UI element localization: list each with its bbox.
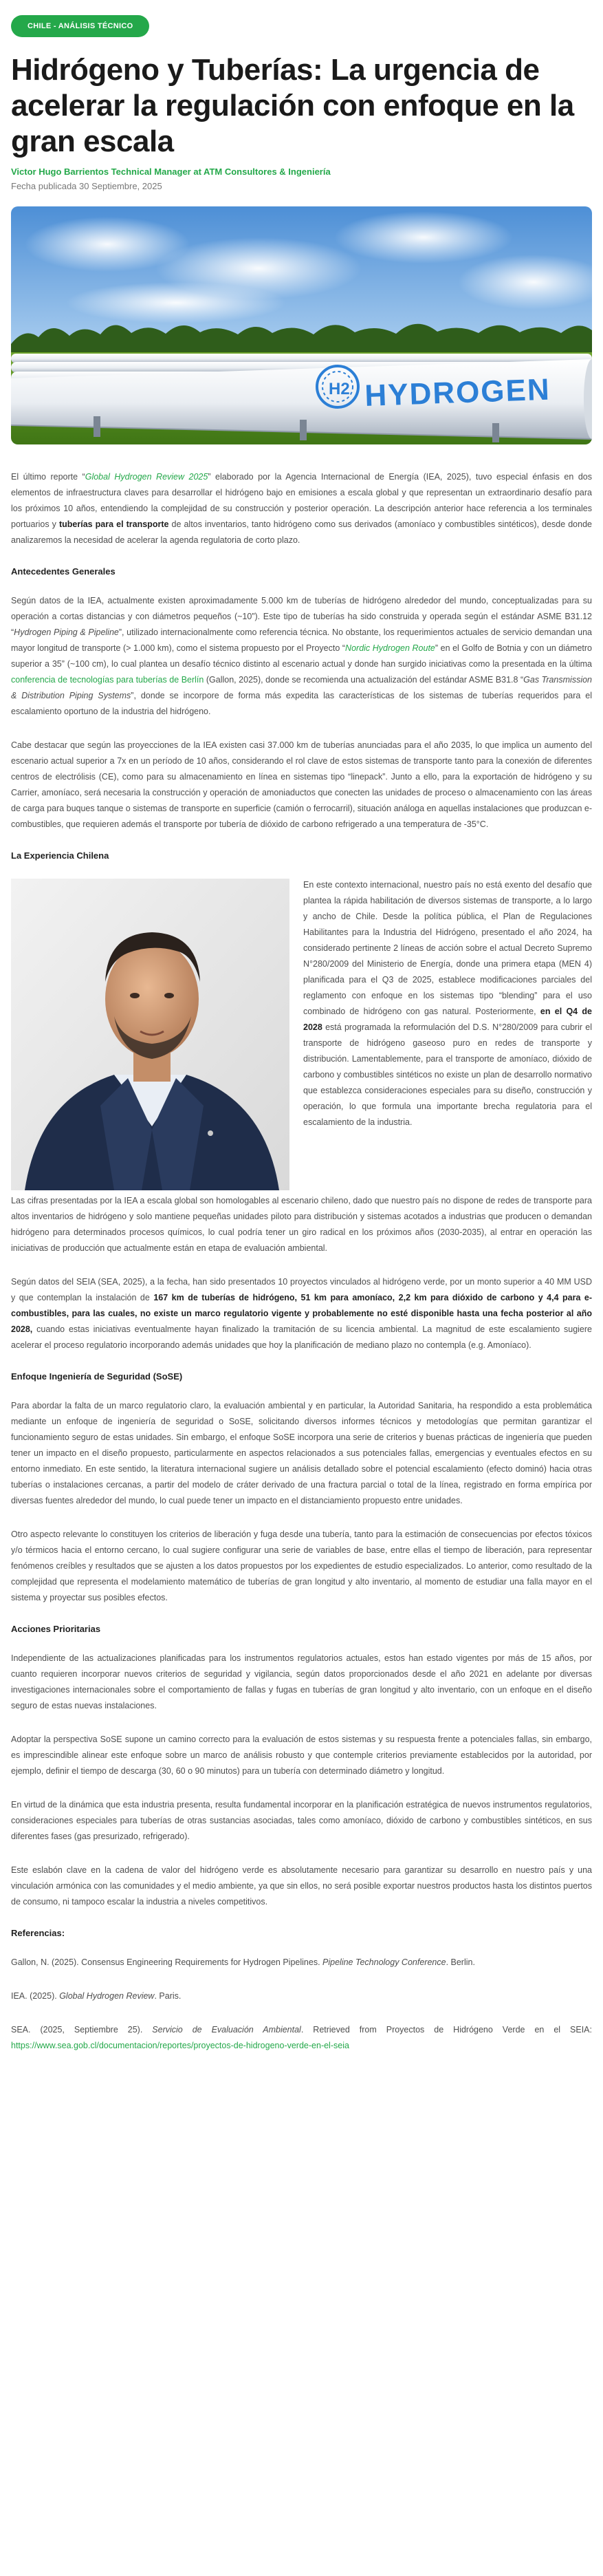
category-badge[interactable]: CHILE - ANÁLISIS TÉCNICO	[11, 15, 149, 37]
acciones-paragraph-1: Independiente de las actualizaciones planificadas para los instrumentos regulatorios actuales, estos han estado vigentes por más de 15 años, por cuanto requieren incorporar nuevos criterios de seguridad y vigilancia, según datos proporcionados desde el año 2021 en adelante por diversas investigaciones internacionales sobre el comportamiento de fallas y fugas en tuberías de gran longitud y alto inventario, con un enfoque en el diseño seguro de estas nuevas instalaciones.	[11, 1653, 592, 1710]
nordic-hydrogen-route-link[interactable]: Nordic Hydrogen Route	[345, 643, 435, 653]
section-heading-antecedentes: Antecedentes Generales	[11, 566, 116, 577]
intro-paragraph: El último reporte “Global Hydrogen Review 2025” elaborado por la Agencia Internacional de Energía (IEA, 2025), tuvo especial énfasis en dos elementos de infraestructura claves para desarrollar el hidrógeno bajo en emisiones a escala global y que representan un extraordinario desafío para los próximos 10 años, entendiendo la complejidad de su construcción y posterior operación. La descripción anterior hace referencia a los terminales portuarios y tuberías para el transporte de altos inventarios, tanto hidrógeno como sus derivados (amoníaco y combustibles sintéticos), desde donde analizaremos la necesidad de acelerar la agenda regulatoria de corto plazo.	[11, 472, 592, 545]
sose-paragraph-2: Otro aspecto relevante lo constituyen los criterios de liberación y fuga desde una tubería, tanto para la estimación de consecuencias por efectos tóxicos y/o térmicos hacia el entorno cercano, lo cual sugiere configurar una serie de variables de base, entre ellas el tiempo de liberación, para representar fenómenos creíbles y resultados que se ajusten a los datos propuestos por los expedientes de estudio especializados. Lo anterior, como resultado de la complejidad que representa el modelamiento matemático de tuberías de gran longitud y alto inventario, al momento de estudiar una falla mayor en el sistema y proyectar sus posibles efectos.	[11, 1530, 592, 1602]
experiencia-paragraph-1: En este contexto internacional, nuestro país no está exento del desafío que plantea la rápida habilitación de diversos sistemas de transporte, a lo largo y ancho de Chile. Desde la política pública, el Plan de Regulaciones Habilitantes para la Industria del Hidrógeno, presentado el año 2024, ha considerado pertinente 2 líneas de acción sobre el actual Decreto Supremo N°280/2009 del Ministerio de Energía, donde una primera etapa (MEN 4) planificada para el Q3 de 2025, establece modificaciones parciales del reglamento con enfoque en los sistemas tipo “blending” para el uso combinado de hidrógeno con gas natural. Posteriormente, en el Q4 de 2028 está programada la reformulación del D.S. N°280/2009 para cubrir el transporte de hidrógeno gaseoso puro en redes de transporte y distribución. Lamentablemente, para el transporte de amoníaco, dióxido de carbono y combustibles sintéticos no existe un plan de desarrollo normativo que establezca consideraciones especiales para su diseño, construcción y operación, lo que formula una importante brecha regulatoria para el escalamiento de la industria.	[303, 880, 592, 1127]
reference-item: Gallon, N. (2025). Consensus Engineering Requirements for Hydrogen Pipelines. Pipeline Technology Conference. Berlin.	[11, 1957, 475, 1967]
experiencia-paragraph-3: Según datos del SEIA (SEA, 2025), a la fecha, han sido presentados 10 proyectos vinculados al hidrógeno verde, por un monto superior a 40 MM USD y que contemplan la instalación de 167 km de tuberías de hidrógeno, 51 km para amoníaco, 2,2 km para dióxido de carbono y 4,4 para e-combustibles, para las cuales, no existe un marco regulatorio vigente y probablemente no esté disponible hasta una fecha posterior al año 2028, cuando estas iniciativas eventualmente hayan finalizado la tramitación de su licencia ambiental. La magnitud de este escalamiento sugiere acelerar el proceso regulatorio incorporando además unidades que hoy la planificación de mediano plazo no contempla (e.g. Amoníaco).	[11, 1277, 593, 1350]
seia-reference-link[interactable]: https://www.sea.gob.cl/documentacion/reportes/proyectos-de-hidrogeno-verde-en-el-seia	[11, 2041, 349, 2050]
publish-date: Fecha publicada 30 Septiembre, 2025	[11, 181, 162, 191]
reference-item: SEA. (2025, Septiembre 25). Servicio de Evaluación Ambiental. Retrieved from Proyectos de Hidrógeno Verde en el SEIA: https://www.sea.gob.cl/documentacion/reportes/proyectos-de-hidrogeno-verde-en-el-seia	[11, 2025, 592, 2050]
article-title: Hidrógeno y Tuberías: La urgencia de acelerar la regulación con enfoque en la gran escala	[11, 53, 574, 158]
pipe-label: HYDROGEN	[364, 372, 551, 413]
antecedentes-paragraph-2: Cabe destacar que según las proyecciones de la IEA existen casi 37.000 km de tuberías anunciadas para el año 2035, lo que implica un aumento del escenario actual superior a 7x en un período de 10 años, considerando el rol clave de estos sistemas de transporte tanto para la conexión de diferentes centros de electrólisis (CE), como para su almacenamiento en línea en sistemas tipo “linepack”. Junto a ello, para la exportación de hidrógeno y su Carrier, amoníaco, será necesaria la construcción y operación de amoniaductos que conecten las unidades de proceso o almacenamiento con las áreas de carga para buques tanque o sistemas de transporte en superficie (camión o ferrocarril), situación análoga en aquellas instalaciones que produzcan e-combustibles, que requieren además el transporte por tubería de dióxido de carbono refrigerado a una temperatura de -35°C.	[11, 740, 592, 829]
acciones-paragraph-3: En virtud de la dinámica que esta industria presenta, resulta fundamental incorporar en la planificación estratégica de nuevos instrumentos regulatorios, consideraciones especiales para tuberías de otras sustancias asociadas, tales como amoníaco, dióxido de carbono y combustibles sintéticos, en sus diferentes fases (gas presurizado, refrigerado).	[11, 1800, 592, 1841]
sose-paragraph-1: Para abordar la falta de un marco regulatorio claro, la evaluación ambiental y en particular, la Autoridad Sanitaria, ha respondido a esta problemática mediante un enfoque de ingeniería de seguridad o SoSE, solicitando diversos informes técnicos y metodologías que permitan garantizar el funcionamiento seguro de estas unidades. Sin embargo, el enfoque SoSE incorpora una serie de criterios y buenas prácticas de ingeniería que pueden tener un impacto en el diseño propuesto, particularmente en aspectos relacionados a sus potenciales fallas, emergencias y eventuales efectos en su entorno inmediato. En este sentido, la literatura internacional sugiere un análisis detallado sobre el potencial escalamiento (efecto dominó) hacia otras tuberías o instalaciones cercanas, a partir del modelo de cráter derivado de una fractura parcial o total de la línea, registrado en forma empírica por diversas fuentes alrededor del mundo, lo cual puede tener un impacto en el distanciamiento propuesto entre unidades.	[11, 1401, 592, 1505]
reference-item: IEA. (2025). Global Hydrogen Review. Paris.	[11, 1991, 182, 2001]
hero-image	[11, 206, 592, 444]
author-portrait	[11, 879, 289, 1190]
global-hydrogen-review-link[interactable]: Global Hydrogen Review 2025	[85, 472, 208, 482]
references-heading: Referencias:	[11, 1928, 65, 1938]
experiencia-paragraph-2: Las cifras presentadas por la IEA a escala global son homologables al escenario chileno, dado que nuestro país no dispone de redes de transporte para altos inventarios de hidrógeno y solo mantiene pequeñas unidades piloto para distribución y sistemas acotados a industrias que producen o demandan hidrógeno para determinados procesos químicos, lo cual podría tener un giro radical en los próximos años (2030-2035), al entrar en operación las iniciativas de producción que actualmente están en etapa de evaluación ambiental.	[11, 1196, 592, 1253]
acciones-paragraph-2: Adoptar la perspectiva SoSE supone un camino correcto para la evaluación de estos sistemas y su respuesta frente a potenciales fallas, sin embargo, es imprescindible alinear este enfoque sobre un marco de análisis robusto y que contemple criterios previamente establecidos por la autoridad, por ejemplo, definir el tiempo de descarga (30, 60 o 90 minutos) para un tubería con determinado diámetro y longitud.	[11, 1735, 592, 1776]
antecedentes-paragraph-1: Según datos de la IEA, actualmente existen aproximadamente 5.000 km de tuberías de hidrógeno alrededor del mundo, conceptualizadas para su operación a cortas distancias y con diámetros pequeños (~10”). Este tipo de tuberías ha sido construida y operada según el estándar ASME B31.12 “Hydrogen Piping & Pipeline”, utilizado internacionalmente como referencia técnica. No obstante, los requerimientos actuales de servicio demandan una mayor longitud de transporte (> 1.000 km), como el sistema propuesto por el Proyecto “Nordic Hydrogen Route” en el Golfo de Botnia y con un diámetro superior a 35” (~100 cm), lo cual plantea un desafío técnico distinto al escenario actual y donde han surgido iniciativas como la presentada en la última conferencia de tecnologías para tuberías de Berlín (Gallon, 2025), donde se recomienda una actualización del estándar ASME B31.8 “Gas Transmission & Distribution Piping Systems”, donde se incorpore de forma más expedita las características de los sistemas de tuberías requeridos para el escalamiento oportuno de la industria del hidrógeno.	[11, 596, 593, 716]
section-heading-experiencia-chilena: La Experiencia Chilena	[11, 850, 109, 861]
section-heading-acciones: Acciones Prioritarias	[11, 1624, 101, 1634]
berlin-conference-link[interactable]: conferencia de tecnologías para tuberías de Berlín	[11, 675, 204, 685]
logo-text: H2	[329, 380, 350, 398]
acciones-paragraph-4: Este eslabón clave en la cadena de valor del hidrógeno verde es absolutamente necesario para garantizar su desarrollo en nuestro país y una vinculación armónica con las comunidades y el medio ambiente, ya que sin ellos, no será posible exportar nuestros productos hasta los distintos puertos de consumo, ni tampoco escalar la industria a niveles competitivos.	[11, 1865, 592, 1907]
article-author[interactable]: Victor Hugo Barrientos Technical Manager at ATM Consultores & Ingeniería	[11, 167, 331, 177]
section-heading-sose: Enfoque Ingeniería de Seguridad (SoSE)	[11, 1371, 183, 1382]
